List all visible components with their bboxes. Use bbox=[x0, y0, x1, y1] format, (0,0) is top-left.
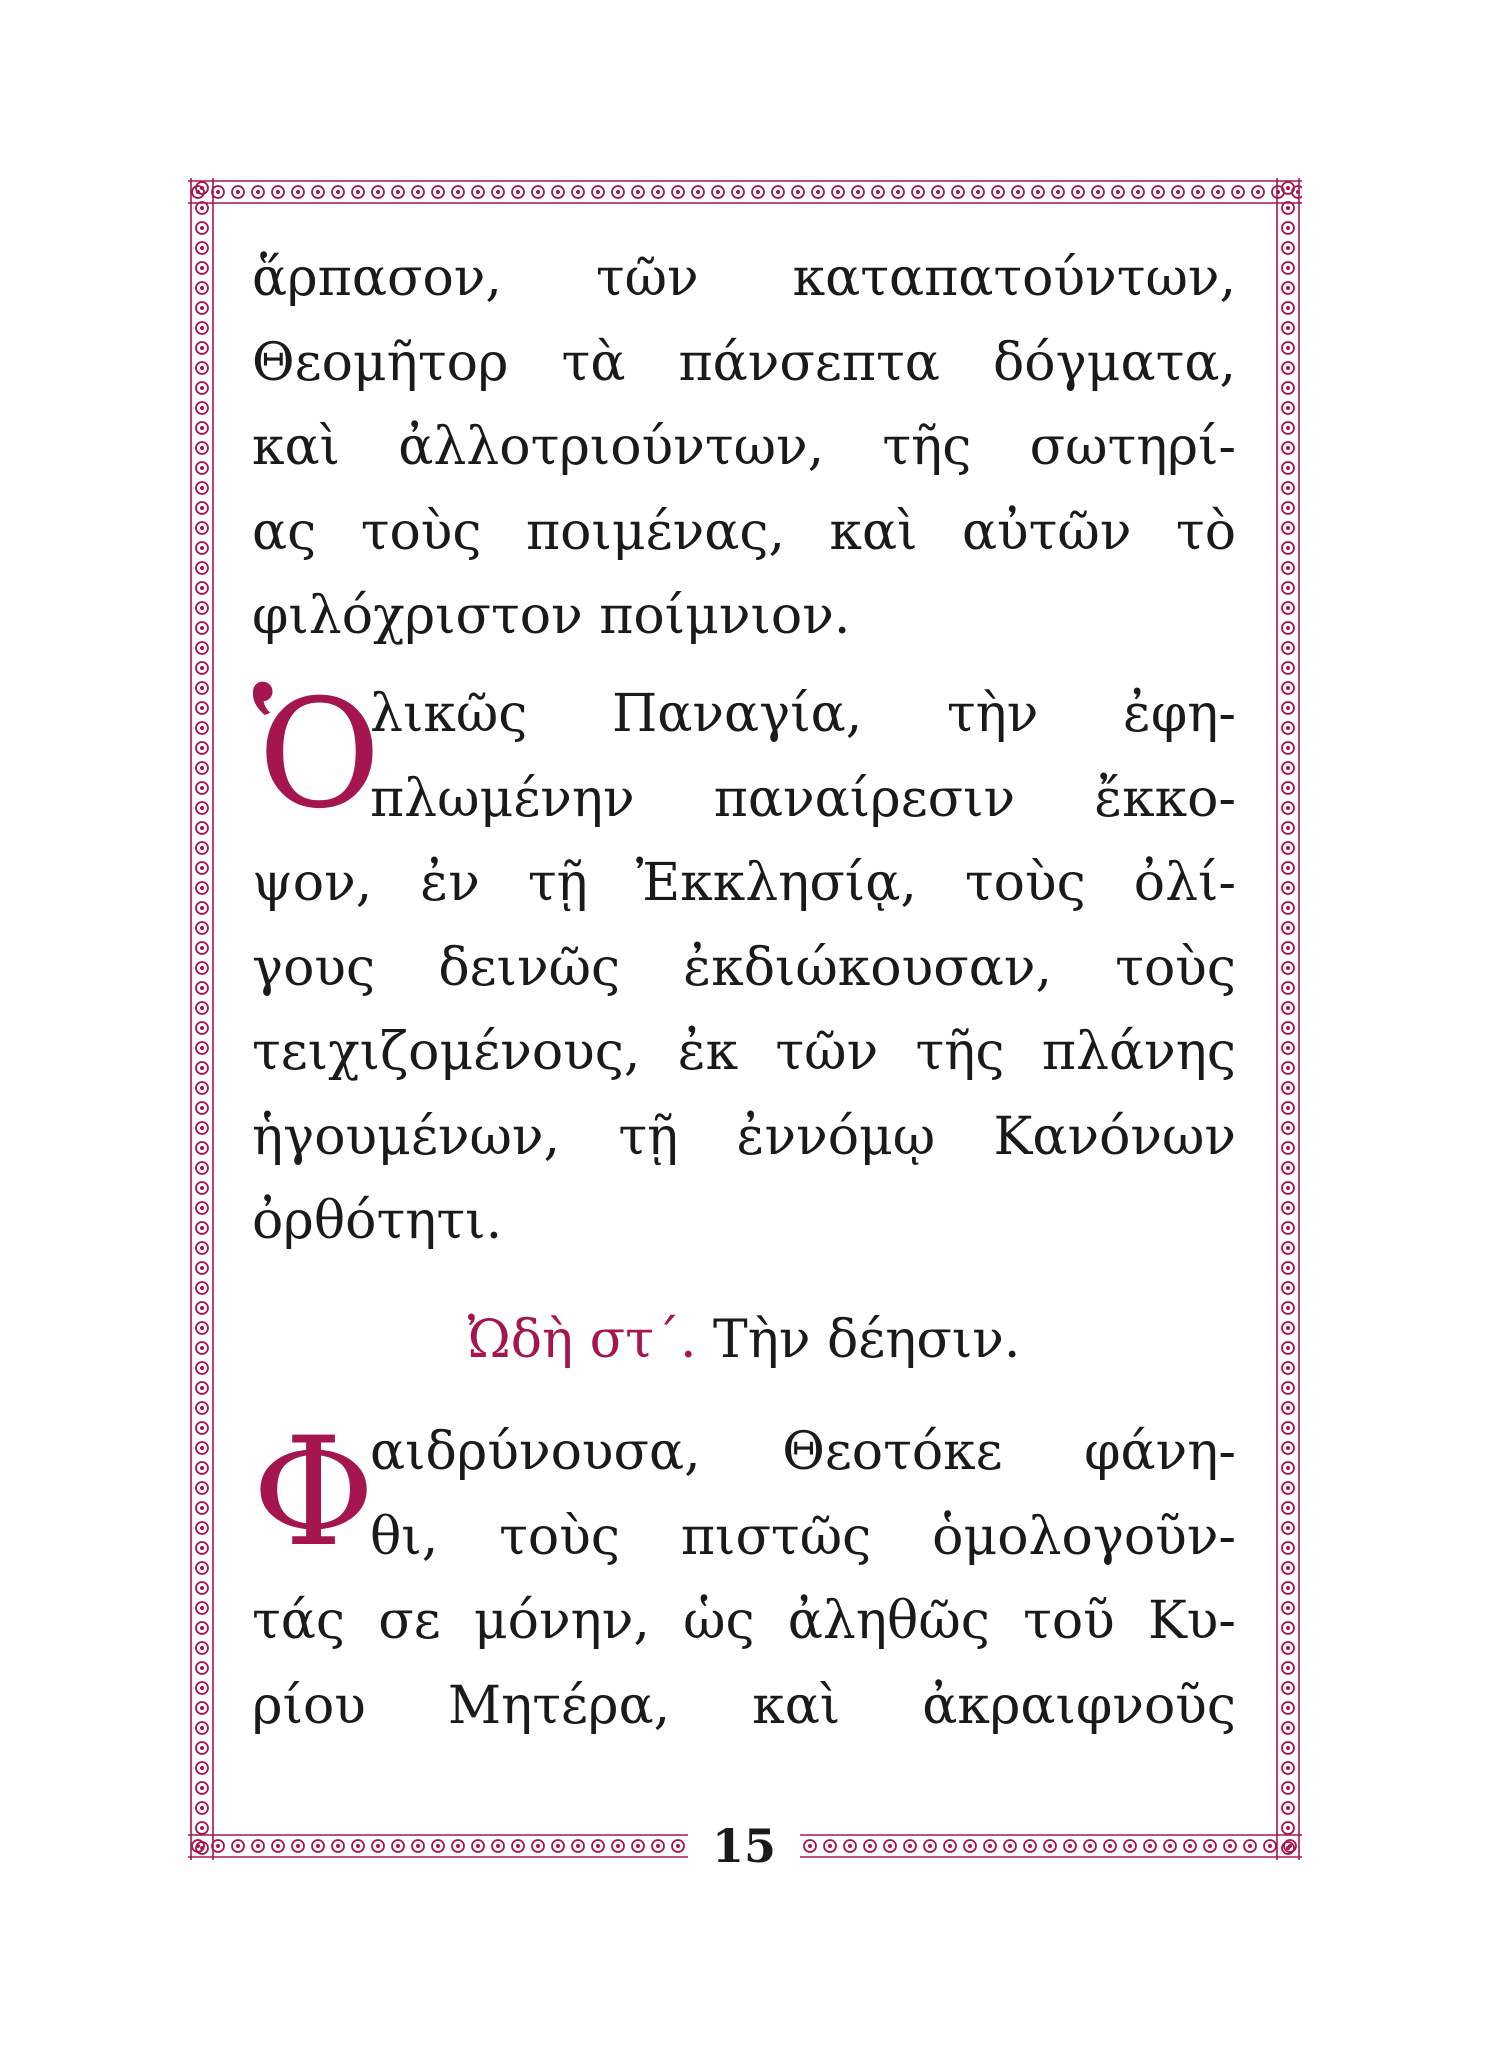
drop-cap-omicron: Ὁ bbox=[252, 668, 381, 842]
ornamental-border-bottom-left bbox=[188, 1832, 688, 1860]
text-line: γους δεινῶς ἐκδιώκουσαν, τοὺς bbox=[252, 937, 1236, 998]
text-line: λικῶς Παναγία, τὴν ἐφη- bbox=[370, 684, 1236, 744]
text-line: ὀρθότητι. bbox=[252, 1191, 503, 1251]
ode-melody: Τὴν δέησιν. bbox=[713, 1310, 1021, 1370]
text-line: τειχιζομένους, ἐκ τῶν τῆς πλάνης bbox=[252, 1022, 1236, 1082]
page-number: 15 bbox=[711, 1819, 776, 1873]
text-line: ἡγουμένων, τῇ ἐννόμῳ Κανόνων bbox=[252, 1106, 1236, 1167]
ornamental-border-right bbox=[1274, 178, 1302, 1860]
text-line: Θεομῆτορ τὰ πάνσεπτα δόγματα, bbox=[252, 332, 1236, 393]
drop-cap-phi: Φ bbox=[252, 1406, 375, 1580]
text-line: θι, τοὺς πιστῶς ὁμολογοῦν- bbox=[370, 1506, 1236, 1567]
ode-heading bbox=[252, 1300, 1236, 1380]
text-line: ψον, ἐν τῇ Ἐκκλησίᾳ, τοὺς ὀλί- bbox=[252, 853, 1236, 913]
text-line: ἅρπασον, τῶν καταπατούντων, bbox=[252, 248, 1236, 308]
text-line: καὶ ἀλλοτριούντων, τῆς σωτηρί- bbox=[252, 417, 1236, 477]
paragraph-1 bbox=[252, 236, 1236, 659]
text-line: ρίου Μητέρα, καὶ ἀκραιφνοῦς bbox=[252, 1675, 1236, 1736]
text-line: ας τοὺς ποιμένας, καὶ αὐτῶν τὸ bbox=[252, 501, 1236, 562]
text-line: αιδρύνουσα, Θεοτόκε φάνη- bbox=[370, 1422, 1236, 1482]
ode-label: Ὠδὴ στ΄. bbox=[467, 1310, 697, 1370]
ornamental-border-bottom-right bbox=[800, 1832, 1302, 1860]
paragraph-3 bbox=[252, 1406, 1236, 1748]
ornamental-border-top bbox=[188, 178, 1302, 206]
ornamental-border-left bbox=[188, 178, 216, 1860]
text-line: φιλόχριστον ποίμνιον. bbox=[252, 586, 851, 646]
paragraph-2 bbox=[252, 668, 1236, 1264]
text-line: τάς σε μόνην, ὡς ἀληθῶς τοῦ Κυ- bbox=[252, 1591, 1236, 1651]
text-line: πλωμένην παναίρεσιν ἔκκο- bbox=[370, 768, 1236, 829]
